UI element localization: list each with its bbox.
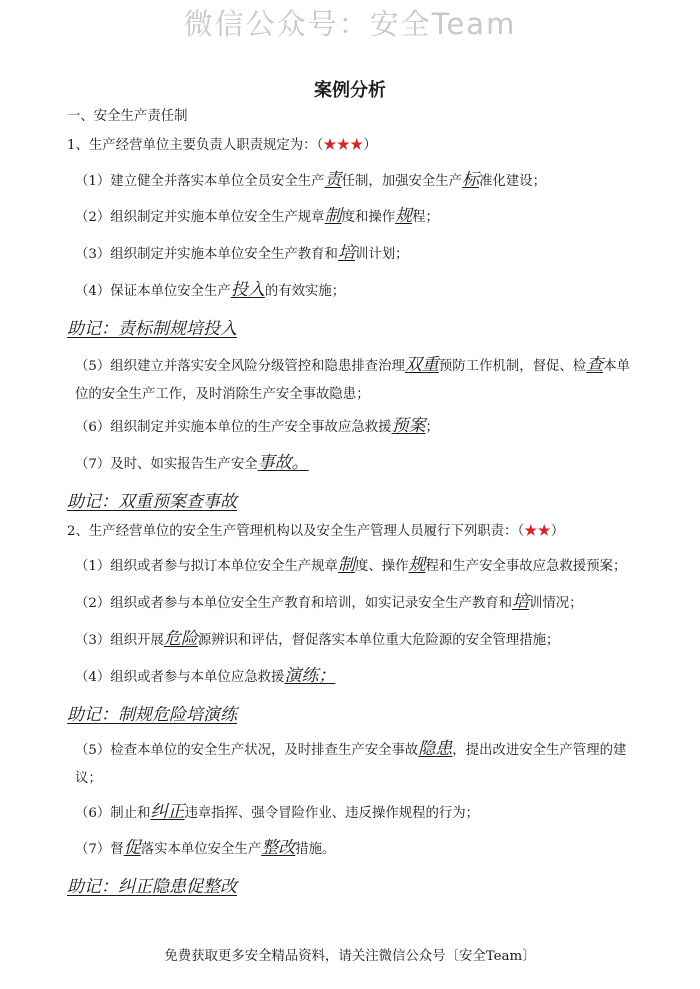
duty-item: （5）组织建立并落实安全风险分级管控和隐患排查治理双重预防工作机制，督促、检查本单位的安全生产工作，及时消除生产安全事故隐患； — [75, 355, 630, 402]
duty-item: （4）保证本单位安全生产投入的有效实施； — [75, 280, 346, 300]
importance-stars: ★★ — [524, 524, 551, 539]
duty-item: （6）制止和纠正违章指挥、强令冒险作业、违反操作规程的行为； — [75, 802, 480, 822]
mnemonic: 助记：制规危险培演练 — [67, 705, 237, 725]
importance-stars: ★★★ — [323, 138, 364, 153]
duty-item: （7）督促落实本单位安全生产整改措施。 — [75, 838, 336, 858]
duty-item: （7）及时、如实报告生产安全事故。 — [75, 453, 309, 473]
duty-item: （1）组织或者参与拟订本单位安全生产规章制度、操作规程和生产安全事故应急救援预案； — [75, 555, 627, 575]
duty-item: （5）检查本单位的安全生产状况，及时排查生产安全事故隐患，提出改进安全生产管理的建议； — [75, 739, 627, 786]
duty-item: （4）组织或者参与本单位应急救援演练； — [75, 666, 336, 686]
duty-item: （1）建立健全并落实本单位全员安全生产责任制，加强安全生产标准化建设； — [75, 170, 547, 190]
duty-item: （2）组织或者参与本单位安全生产教育和培训，如实记录安全生产教育和培训情况； — [75, 592, 583, 612]
duty-item: （3）组织制定并实施本单位安全生产教育和培训计划； — [75, 243, 409, 263]
question-2: 2、生产经营单位的安全生产管理机构以及安全生产管理人员履行下列职责：（★★） — [67, 524, 565, 539]
duty-item: （2）组织制定并实施本单位安全生产规章制度和操作规程； — [75, 206, 439, 226]
duty-item: （6）组织制定并实施本单位的生产安全事故应急救援预案； — [75, 416, 439, 436]
watermark: 微信公众号：安全Team — [183, 7, 517, 41]
question-1: 1、生产经营单位主要负责人职责规定为：（★★★） — [67, 138, 377, 153]
mnemonic: 助记：责标制规培投入 — [67, 319, 237, 339]
section-heading: 一、安全生产责任制 — [67, 109, 188, 124]
footer-note: 免费获取更多安全精品资料，请关注微信公众号〔安全Team〕 — [164, 949, 536, 964]
mnemonic: 助记：双重预案查事故 — [67, 492, 237, 512]
duty-item: （3）组织开展危险源辨识和评估，督促落实本单位重大危险源的安全管理措施； — [75, 629, 560, 649]
mnemonic: 助记：纠正隐患促整改 — [67, 877, 237, 897]
page-title: 案例分析 — [314, 80, 386, 101]
